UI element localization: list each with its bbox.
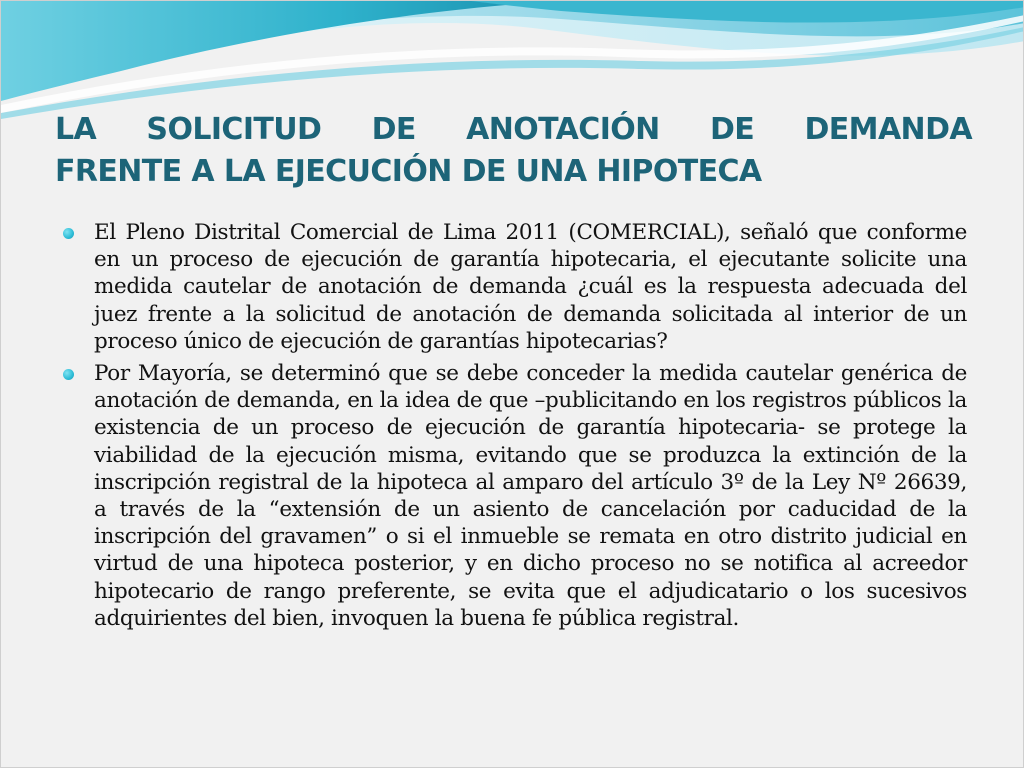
bullet-item (59, 360, 967, 632)
bullet-text: Por Mayoría, se determinó que se debe conceder la medida cautelar genérica de anotación de demanda, en la idea de que –publicitando en los registros públicos la existencia de un proceso de ejecución de garantía hipotecaria- se protege la viabilidad de la ejecución misma, evitando que se produzca la extinción de la inscripción registral de la hipoteca al amparo del artículo 3º de la Ley Nº 26639, a través de la “extensión de un asiento de cancelación por caducidad de la inscripción del gravamen” o si el inmueble se remata en otro distrito judicial en virtud de una hipoteca posterior, y en dicho proceso no se notifica al acreedor hipotecario de rango preferente, se evita que el adjudicatario o los sucesivos adquirientes del bien, invoquen la buena fe pública registral. (94, 361, 967, 631)
title-line-2: FRENTE A LA EJECUCIÓN DE UNA HIPOTECA (55, 154, 762, 189)
bullet-text: El Pleno Distrital Comercial de Lima 2011 (COMERCIAL), señaló que conforme en un proceso de ejecución de garantía hipotecaria, el ejecutante solicite una medida cautelar de anotación de demanda ¿cuál es la respuesta adecuada del juez frente a la solicitud de anotación de demanda solicitada al interior de un proceso único de ejecución de garantías hipotecarias? (94, 220, 967, 354)
slide-title (55, 109, 972, 193)
bullet-dot-icon (63, 228, 74, 239)
bullet-list (59, 219, 967, 637)
bullet-dot-icon (63, 369, 74, 380)
title-line-1: LA SOLICITUD DE ANOTACIÓN DE DEMANDA (55, 112, 972, 147)
wave-banner (1, 1, 1024, 119)
bullet-item (59, 219, 967, 355)
